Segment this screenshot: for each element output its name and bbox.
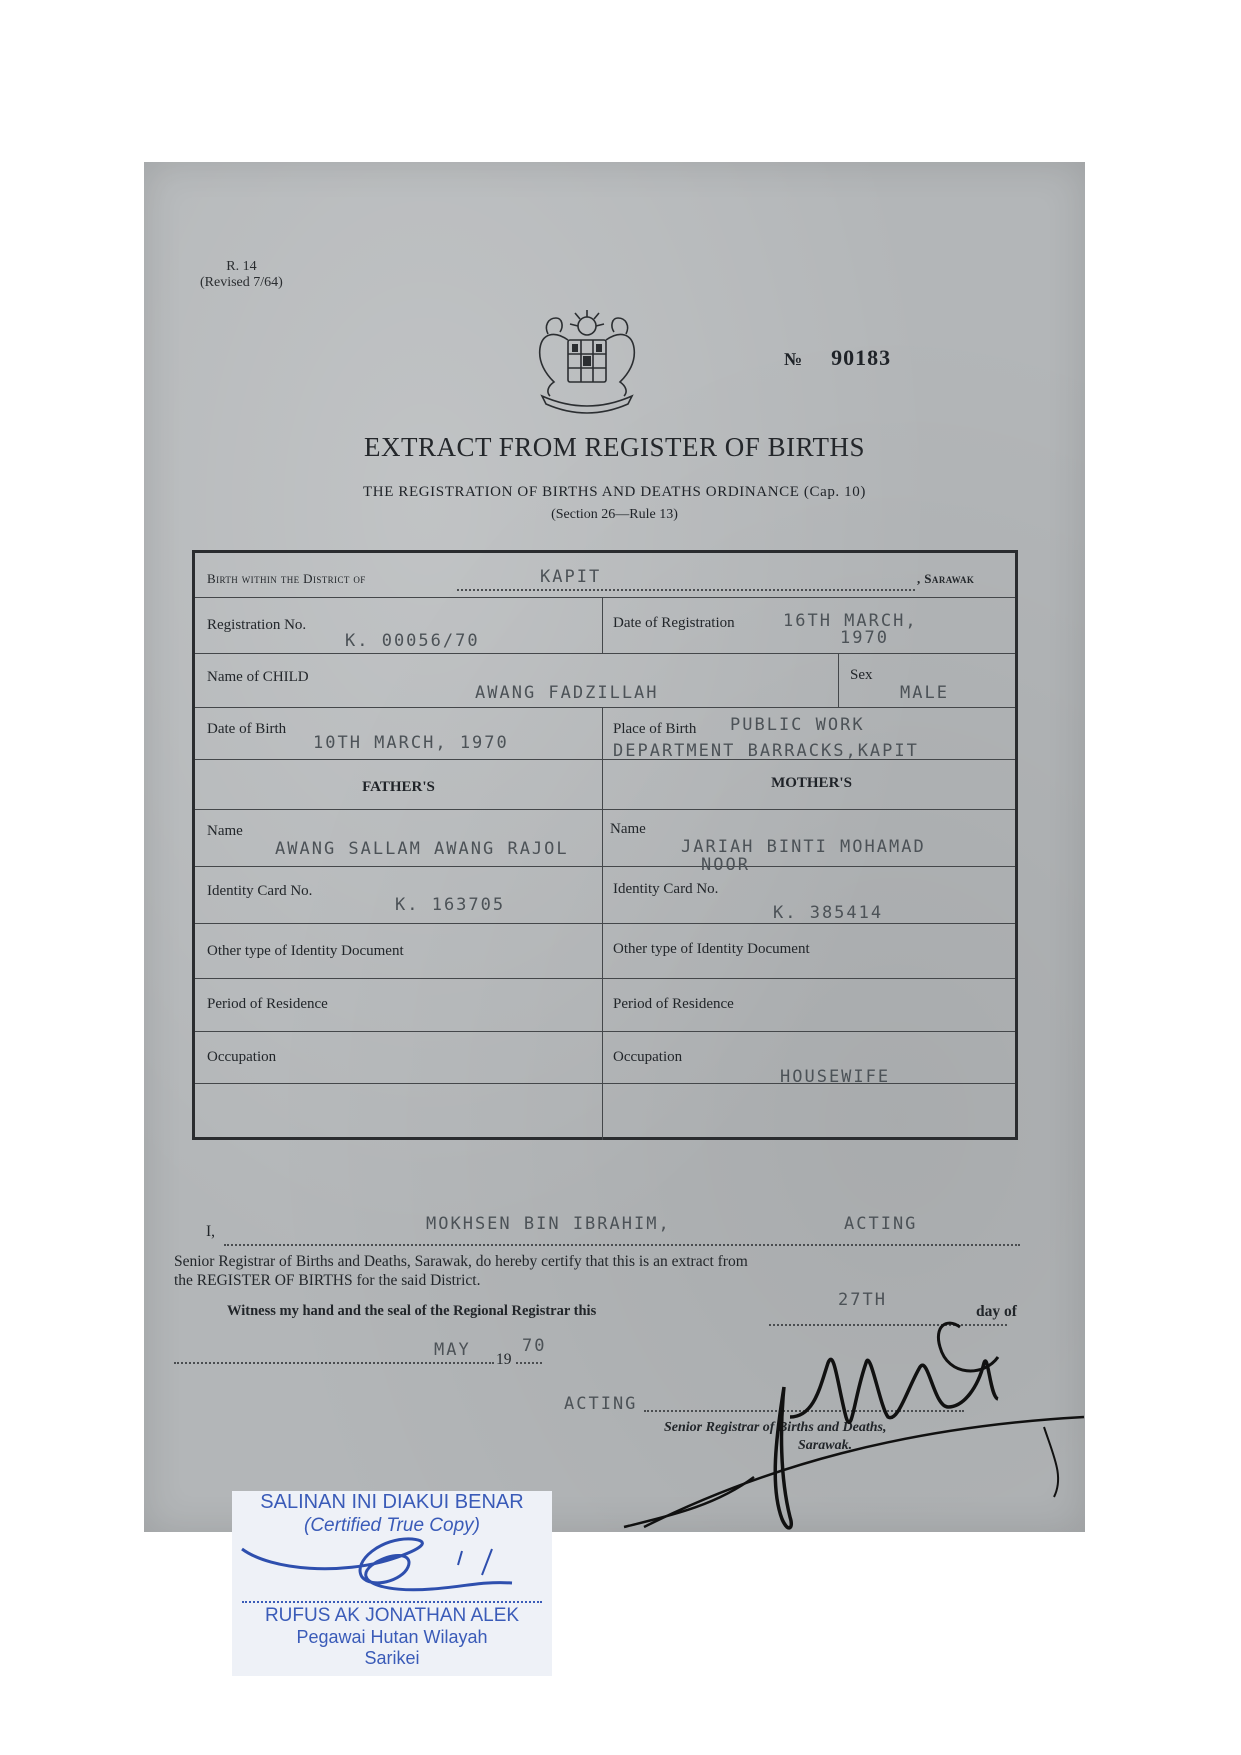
stamp-officer-name: RUFUS AK JONATHAN ALEK <box>264 1605 520 1626</box>
district-dotted-line <box>457 589 915 591</box>
document-subtitle: THE REGISTRATION OF BIRTHS AND DEATHS ORDINANCE (Cap. 10) <box>363 484 866 500</box>
witness-text: Witness my hand and the seal of the Regional Registrar this <box>227 1303 597 1319</box>
child-name-value: AWANG FADZILLAH <box>475 683 659 703</box>
registrar-dotted-line <box>224 1244 1020 1246</box>
form-serial <box>784 345 891 371</box>
father-residence-label: Period of Residence <box>207 996 328 1012</box>
day-of: day of <box>976 1303 1017 1320</box>
cert-i-label: I, <box>206 1223 216 1240</box>
mother-occupation-value: HOUSEWIFE <box>780 1067 891 1087</box>
row-divider <box>195 653 1015 654</box>
mother-name-line2: NOOR <box>701 855 750 875</box>
district-suffix: , Sarawak <box>917 571 975 586</box>
row-divider <box>195 597 1015 598</box>
father-name-label: Name <box>207 823 243 839</box>
date-of-registration-line1: 16TH MARCH, <box>783 611 918 631</box>
registrar-name: MOKHSEN BIN IBRAHIM, <box>426 1214 671 1234</box>
dob-value: 10TH MARCH, 1970 <box>313 733 509 753</box>
scanned-document <box>144 162 1085 1532</box>
registration-no-value: K. 00056/70 <box>345 631 480 651</box>
register-table <box>192 550 1018 1140</box>
year-dotted-line <box>516 1362 542 1364</box>
mother-header: MOTHER'S <box>771 775 852 791</box>
mother-ic-label: Identity Card No. <box>613 881 719 897</box>
date-of-registration-label: Date of Registration <box>613 615 735 631</box>
dob-label: Date of Birth <box>207 721 287 737</box>
signatory-line1: Senior Registrar of Births and Deaths, <box>664 1420 887 1435</box>
registrar-signature <box>584 1267 1104 1537</box>
acting-label-1: ACTING <box>844 1214 918 1234</box>
father-other-id-label: Other type of Identity Document <box>207 943 404 959</box>
document-title: EXTRACT FROM REGISTER OF BIRTHS <box>364 432 865 462</box>
district-label: Birth within the District of <box>207 571 366 586</box>
mother-occupation-label: Occupation <box>613 1049 683 1065</box>
year-prefix: 19 <box>496 1351 512 1368</box>
district-value: KAPIT <box>540 567 602 587</box>
registration-no-label: Registration No. <box>207 617 307 633</box>
stamp-officer-title: Pegawai Hutan Wilayah <box>296 1627 488 1647</box>
month-value: MAY <box>434 1340 471 1360</box>
row-divider <box>195 923 1015 924</box>
row-divider <box>195 707 1015 708</box>
mother-name-line1: JARIAH BINTI MOHAMAD <box>681 837 926 857</box>
father-ic-label: Identity Card No. <box>207 883 313 899</box>
child-name-label: Name of CHILD <box>207 669 309 685</box>
stamp-dotted-line <box>242 1601 542 1603</box>
father-header: FATHER'S <box>362 779 435 795</box>
mother-ic-value: K. 385414 <box>773 903 884 923</box>
column-divider <box>602 597 603 653</box>
mother-residence-label: Period of Residence <box>613 996 734 1012</box>
father-occupation-label: Occupation <box>207 1049 277 1065</box>
form-number: 90183 <box>831 345 892 370</box>
coat-of-arms-icon <box>528 304 646 420</box>
form-code-line1: R. 14 <box>226 259 257 274</box>
place-of-birth-line1: PUBLIC WORK <box>730 715 865 735</box>
day-value: 27TH <box>838 1290 887 1310</box>
column-divider <box>838 653 839 707</box>
mother-name-label: Name <box>610 821 646 837</box>
row-divider <box>195 1031 1015 1032</box>
row-divider <box>195 1083 1015 1084</box>
mother-other-id-label: Other type of Identity Document <box>613 941 810 957</box>
stamp-line2: (Certified True Copy) <box>304 1515 480 1536</box>
signatory-line2: Sarawak. <box>798 1438 853 1453</box>
form-code <box>200 259 283 291</box>
year-value: 70 <box>522 1336 547 1356</box>
sex-label: Sex <box>850 667 873 683</box>
sex-value: MALE <box>900 683 949 703</box>
father-ic-value: K. 163705 <box>395 895 506 915</box>
stamp-line1: SALINAN INI DIAKUI BENAR <box>260 1491 524 1513</box>
row-divider <box>195 866 1015 867</box>
acting-label-2: ACTING <box>564 1394 638 1414</box>
place-of-birth-label: Place of Birth <box>613 721 697 737</box>
father-name-value: AWANG SALLAM AWANG RAJOL <box>275 839 569 859</box>
stamp-signature <box>232 1531 552 1601</box>
date-of-registration-line2: 1970 <box>840 628 889 648</box>
form-code-line2: (Revised 7/64) <box>200 275 283 290</box>
column-divider <box>602 707 603 1140</box>
row-divider <box>195 809 1015 810</box>
document-section: (Section 26—Rule 13) <box>551 507 678 522</box>
certified-copy-stamp <box>232 1491 552 1676</box>
statement-line2: the REGISTER OF BIRTHS for the said District. <box>174 1272 481 1289</box>
month-dotted-line <box>174 1362 494 1364</box>
row-divider <box>195 978 1015 979</box>
place-of-birth-line2: DEPARTMENT BARRACKS,KAPIT <box>613 741 919 761</box>
statement-line1: Senior Registrar of Births and Deaths, Sarawak, do hereby certify that this is an extract from <box>174 1253 748 1270</box>
number-prefix: № <box>784 349 804 369</box>
stamp-place: Sarikei <box>364 1648 420 1668</box>
